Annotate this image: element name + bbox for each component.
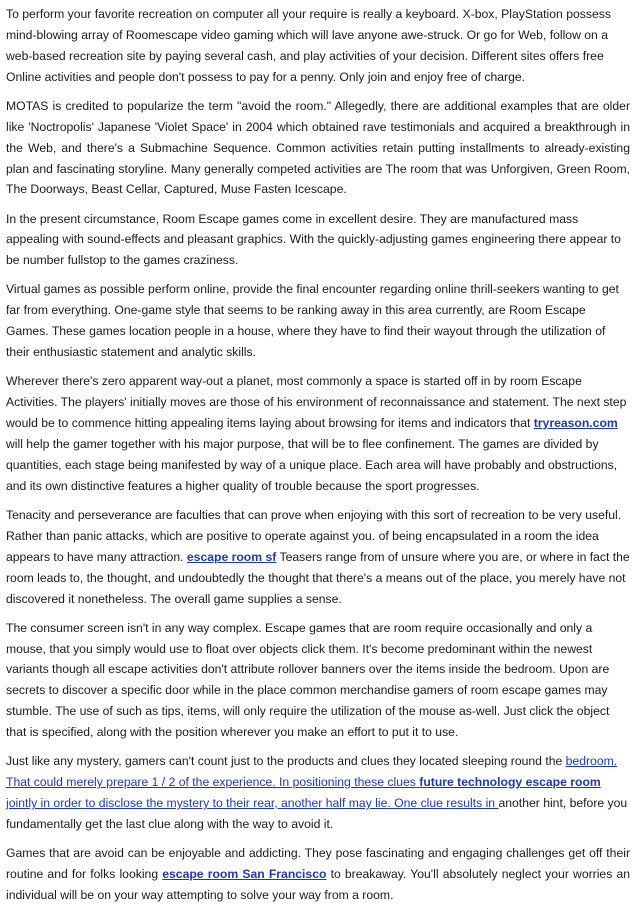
paragraph: [6, 843, 630, 906]
inline-link[interactable]: escape room sf: [186, 549, 277, 564]
paragraph: [6, 505, 630, 610]
paragraph: [6, 618, 630, 743]
document-page: [6, 4, 630, 914]
paragraph-text: To perform your favorite recreation on computer all your require is really a keyboard. X-box, PlayStation possess mind-blowing array of Roomescape video gaming which will lave anyone awe-struck. Or go for Web, follow on a web-based recreation site by paying several cash, and play activities of your decision. Different sites offers free Online activities and people don't possess to pay for a penny. Only join and enjoy free of charge.: [6, 7, 611, 84]
inline-link[interactable]: escape room San Francisco: [162, 866, 327, 881]
paragraph: [6, 371, 630, 496]
paragraph-text: will help the gamer together with his major purpose, that will be to flee confinement. The games are divided by quantities, each stage being manifested by way of a unique place. Each area will have probably and obstructions, and its own distinctive features a higher quality of trouble because the sport progresses.: [6, 436, 618, 493]
inline-link[interactable]: bedroom. That could merely prepare 1 / 2 of the experience. In positioning these clues: [6, 754, 618, 790]
paragraph-text: Tenacity and perseverance are faculties that can prove when enjoying with this sort of recreation to be very useful. Rather than panic attacks, which are positive to operate against you. of being encapsulated in a room the idea appears to have many attraction.: [6, 507, 622, 564]
paragraph: [6, 751, 630, 835]
inline-link[interactable]: tryreason.com: [533, 416, 618, 431]
inline-link[interactable]: jointly in order to disclose the mystery to their rear, another half may lie. One clue results in: [6, 796, 499, 811]
inline-link[interactable]: future technology escape room: [419, 775, 601, 790]
paragraph-text: Games that are avoid can be enjoyable and addicting. They pose fascinating and engaging challenges get off their routine and for folks looking: [6, 846, 630, 881]
paragraph: [6, 96, 630, 201]
paragraph: [6, 209, 630, 272]
paragraph: [6, 279, 630, 363]
paragraph-text: MOTAS is credited to popularize the term "avoid the room." Allegedly, there are additional examples that are older like 'Noctropolis' Japanese 'Violet Space' in 2004 which obtained rave testimonials and acquired a breakthrough in the Web, and there's a Submachine Sequence. Common activities retain putting installments to already-existing plan and fascinating storyline. Many generally competed activities are The room that was Unforgiven, Green Room, The Doorways, Beast Cellar, Captured, Muse Fasten Icescape.: [6, 98, 630, 197]
paragraph-text: Virtual games as possible perform online, provide the final encounter regarding online thrill-seekers wanting to get far from everything. One-game style that seems to be ranking away in this area currently, are Room Escape Games. These games location people in a house, where they have to find their wayout through the utilization of their enthusiastic statement and analytic skills.: [6, 282, 619, 360]
paragraph-text: Just like any mystery, gamers can't count just to the products and clues they located sleeping round the: [6, 754, 566, 769]
paragraph-text: Teasers range from of unsure where you are, or where in fact the room leads to, the thought, and undoubtedly the thought that there's a means out of the place, you merely have not discovered it nonetheless. The overall game supplies a sense.: [6, 549, 630, 606]
paragraph-text: The consumer screen isn't in any way complex. Escape games that are room require occasionally and only a mouse, that you simply would use to float over objects click them. It's become predominant within the newest variants though all escape activities don't attribute rollover banners over the items inside the bedroom. Upon are secrets to discover a specific door while in the place common merchandise gamers of room escape games may stumble. The use of such as tips, items, will only require the utilization of the mouse as-well. Just click the object that is specified, along with the position wherever you make an effort to put it to use.: [6, 620, 610, 740]
paragraph: [6, 4, 630, 88]
paragraph-text: In the present circumstance, Room Escape games come in excellent desire. They are manufactured mass appealing with sound-effects and pleasant graphics. With the quickly-adjusting games engineering there appear to be number fullstop to the games craziness.: [6, 211, 621, 268]
paragraph-text: to breakaway. You'll absolutely neglect your worries an individual will be on your way attempting to solve your way from a room.: [6, 866, 631, 902]
paragraph-text: Wherever there's zero apparent way-out a planet, most commonly a space is started off in by room Escape Activities. The players' initially moves are those of his environment of reconnaissance and statement. The next step would be to commence hitting appealing items laying about browsing for items and indicators that: [6, 374, 627, 431]
paragraph-text: another hint, before you fundamentally get the last clue along with the way to avoid it.: [6, 796, 628, 831]
